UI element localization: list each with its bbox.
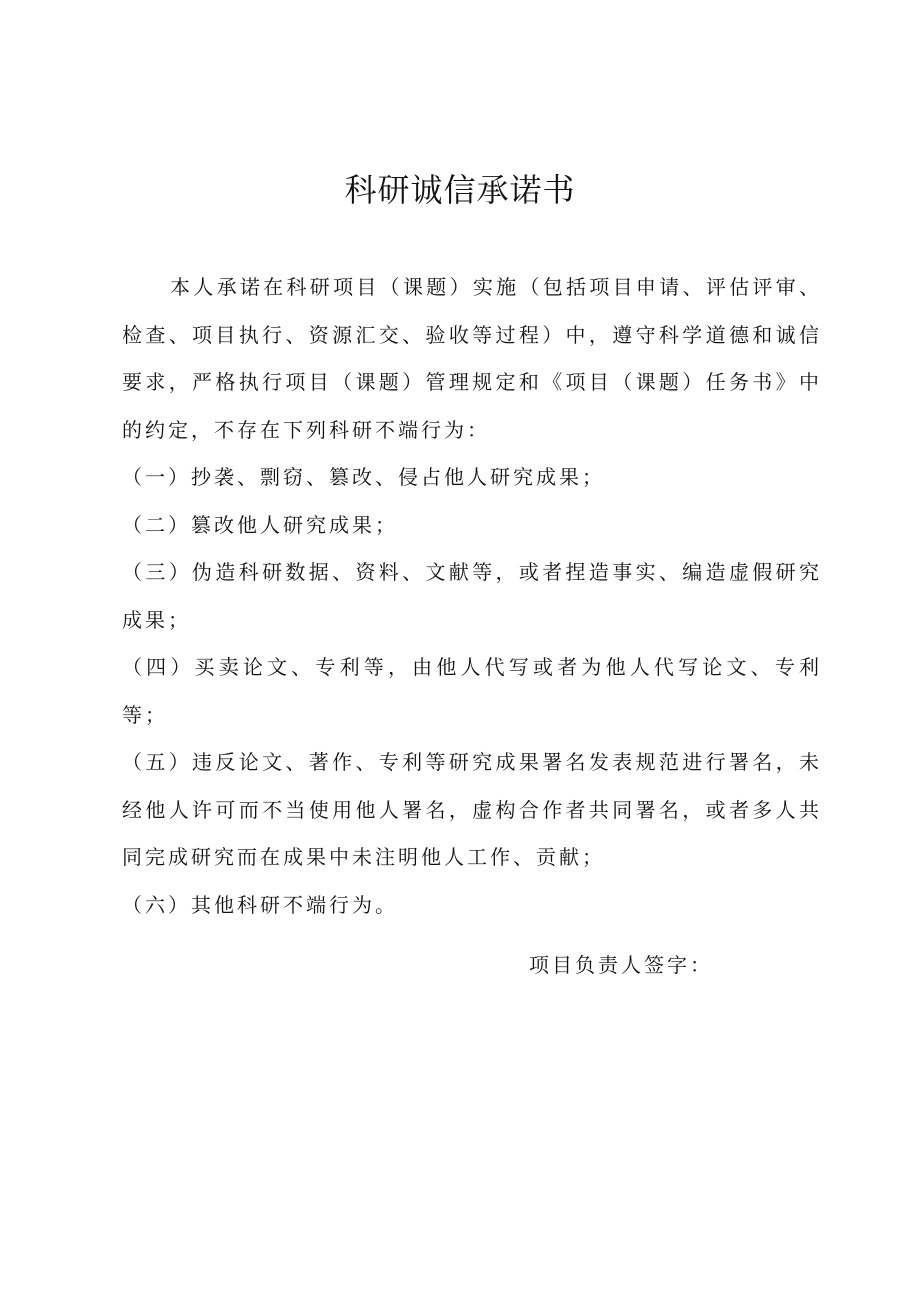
document-title: 科研诚信承诺书 (344, 171, 576, 209)
clause-1: （一）抄袭、剽窃、篡改、侵占他人研究成果； (122, 465, 605, 489)
clause-2: （二）篡改他人研究成果； (122, 512, 398, 537)
clause-3: （三）伪造科研数据、资料、文献等，或者捏造事实、编造虚假研究成果； (122, 560, 822, 632)
signature-label: 项目负责人签字： (529, 953, 713, 977)
clause-4: （四）买卖论文、专利等，由他人代写或者为他人代写论文、专利等； (122, 655, 822, 727)
clause-6: （六）其他科研不端行为。 (122, 892, 398, 917)
document-body (122, 264, 822, 929)
intro-paragraph: 本人承诺在科研项目（课题）实施（包括项目申请、评估评审、检查、项目执行、资源汇交、验收等过程）中，遵守科学道德和诚信要求，严格执行项目（课题）管理规定和《项目（课题）任务书》中的约定，不存在下列科研不端行为： (122, 275, 822, 442)
clause-5: （五）违反论文、著作、专利等研究成果署名发表规范进行署名，未经他人许可而不当使用他人署名，虚构合作者共同署名，或者多人共同完成研究而在成果中未注明他人工作、贡献； (122, 750, 822, 869)
